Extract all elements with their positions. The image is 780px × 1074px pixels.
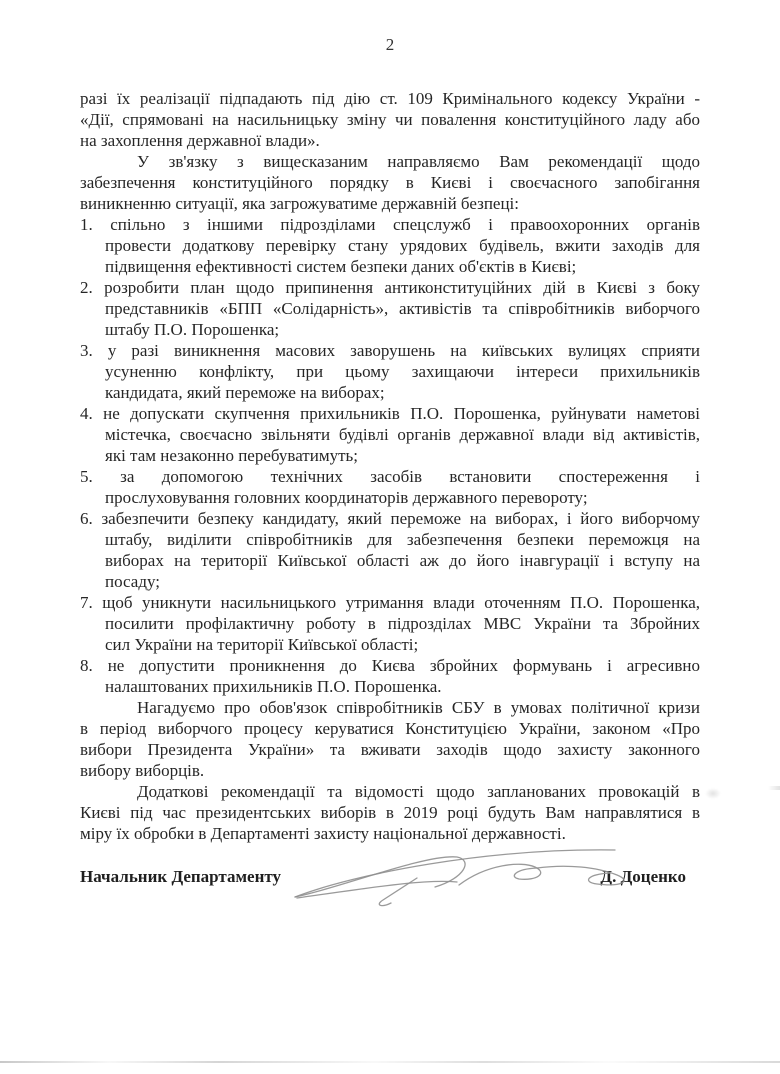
list-item-number: 6. [80,509,93,528]
scan-smudge-edge [768,786,780,790]
paragraph [80,781,700,844]
text-line: штабу, виділити співробітників для забезпечення безпеки переможця на [105,530,700,549]
text-line: усуненню конфлікту, при цьому захищаючи інтереси прихильників [105,362,700,381]
list-item-number: 3. [80,341,93,360]
list-item [80,277,700,340]
text-line: провести додаткову перевірку стану урядових будівель, вжити заходів для [105,236,700,255]
list-item [80,403,700,466]
text-line: містечка, своєчасно звільняти будівлі органів державної влади від активістів, [105,425,700,444]
document-body [80,88,700,887]
list-item [80,592,700,655]
signature-name: Д. Доценко [600,867,686,886]
list-item-number: 2. [80,278,93,297]
page-number: 2 [385,35,395,54]
text-line: 4. не допускати скупчення прихильників П.О. Порошенка, руйнувати наметові [80,404,700,423]
text-line: які там незаконно перебуватимуть; [105,446,358,465]
text-line: прослуховування головних координаторів державного перевороту; [105,488,588,507]
text-line: на захоплення державної влади». [80,131,320,150]
text-line: разі їх реалізації підпадають під дію ст. 109 Кримінального кодексу України - [80,89,700,108]
text-line: 3. у разі виникнення масових заворушень на київських вулицях сприяти [80,341,700,360]
paragraphs-before-list [80,88,700,214]
list-item [80,214,700,277]
list-item-number: 7. [80,593,93,612]
text-line: 6. забезпечити безпеку кандидату, який переможе на виборах, і його виборчому [80,509,700,528]
list-item-number: 5. [80,467,93,486]
text-line: Нагадуємо про обов'язок співробітників СБУ в умовах політичної кризи [137,698,700,717]
text-line: посаду; [105,572,160,591]
paragraph [80,88,700,151]
text-line: в період виборчого процесу керуватися Конституцією України, законом «Про [80,719,700,738]
text-line: вибори Президента України» та вживати заходів щодо захисту законного [80,740,700,759]
scan-smudge [705,788,721,799]
text-line: 2. розробити план щодо припинення антиконституційних дій в Києві з боку [80,278,700,297]
list-item-number: 1. [80,215,93,234]
list-item [80,466,700,508]
numbered-list [80,214,700,697]
list-item [80,340,700,403]
text-line: 8. не допустити проникнення до Києва збройних формувань і агресивно [80,656,700,675]
text-line: Києві під час президентських виборів в 2019 році будуть Вам направлятися в [80,803,700,822]
list-item [80,655,700,697]
text-line: посилити профілактичну роботу в підрозділах МВС України та Збройних [105,614,700,633]
signature-title: Начальник Департаменту [80,867,282,886]
list-item-number: 4. [80,404,93,423]
list-item [80,508,700,592]
text-line: сил України на території Київської області; [105,635,419,654]
scan-edge-line [0,1061,780,1063]
signature-row [80,866,700,887]
text-line: 1. спільно з іншими підрозділами спецслужб і правоохоронних органів [80,215,700,234]
text-line: кандидата, який переможе на виборах; [105,383,385,402]
text-line: У зв'язку з вищесказаним направляємо Вам рекомендації щодо [137,152,700,171]
text-line: вибору виборців. [80,761,205,780]
text-line: підвищення ефективності систем безпеки даних об'єктів в Києві; [105,257,577,276]
list-item-number: 8. [80,656,93,675]
text-line: виборах на території Київської області аж до його інавгурації і вступу на [105,551,700,570]
text-line: 7. щоб уникнути насильницького утримання влади оточенням П.О. Порошенка, [80,593,700,612]
text-line: міру їх обробки в Департаменті захисту національної державності. [80,824,566,843]
text-line: представників «БПП «Солідарність», активістів та співробітників виборчого [105,299,700,318]
text-line: налаштованих прихильників П.О. Порошенка. [105,677,442,696]
text-line: Додаткові рекомендації та відомості щодо запланованих провокацій в [137,782,700,801]
text-line: штабу П.О. Порошенка; [105,320,280,339]
paragraph [80,697,700,781]
text-line: забезпечення конституційного порядку в Києві і своєчасного запобігання [80,173,700,192]
text-line: 5. за допомогою технічних засобів встановити спостереження і [80,467,700,486]
text-line: «Дії, спрямовані на насильницьку зміну чи повалення конституційного ладу або [80,110,700,129]
paragraph [80,151,700,214]
text-line: виникненню ситуації, яка загрожуватиме державній безпеці: [80,194,520,213]
paragraphs-after-list [80,697,700,844]
